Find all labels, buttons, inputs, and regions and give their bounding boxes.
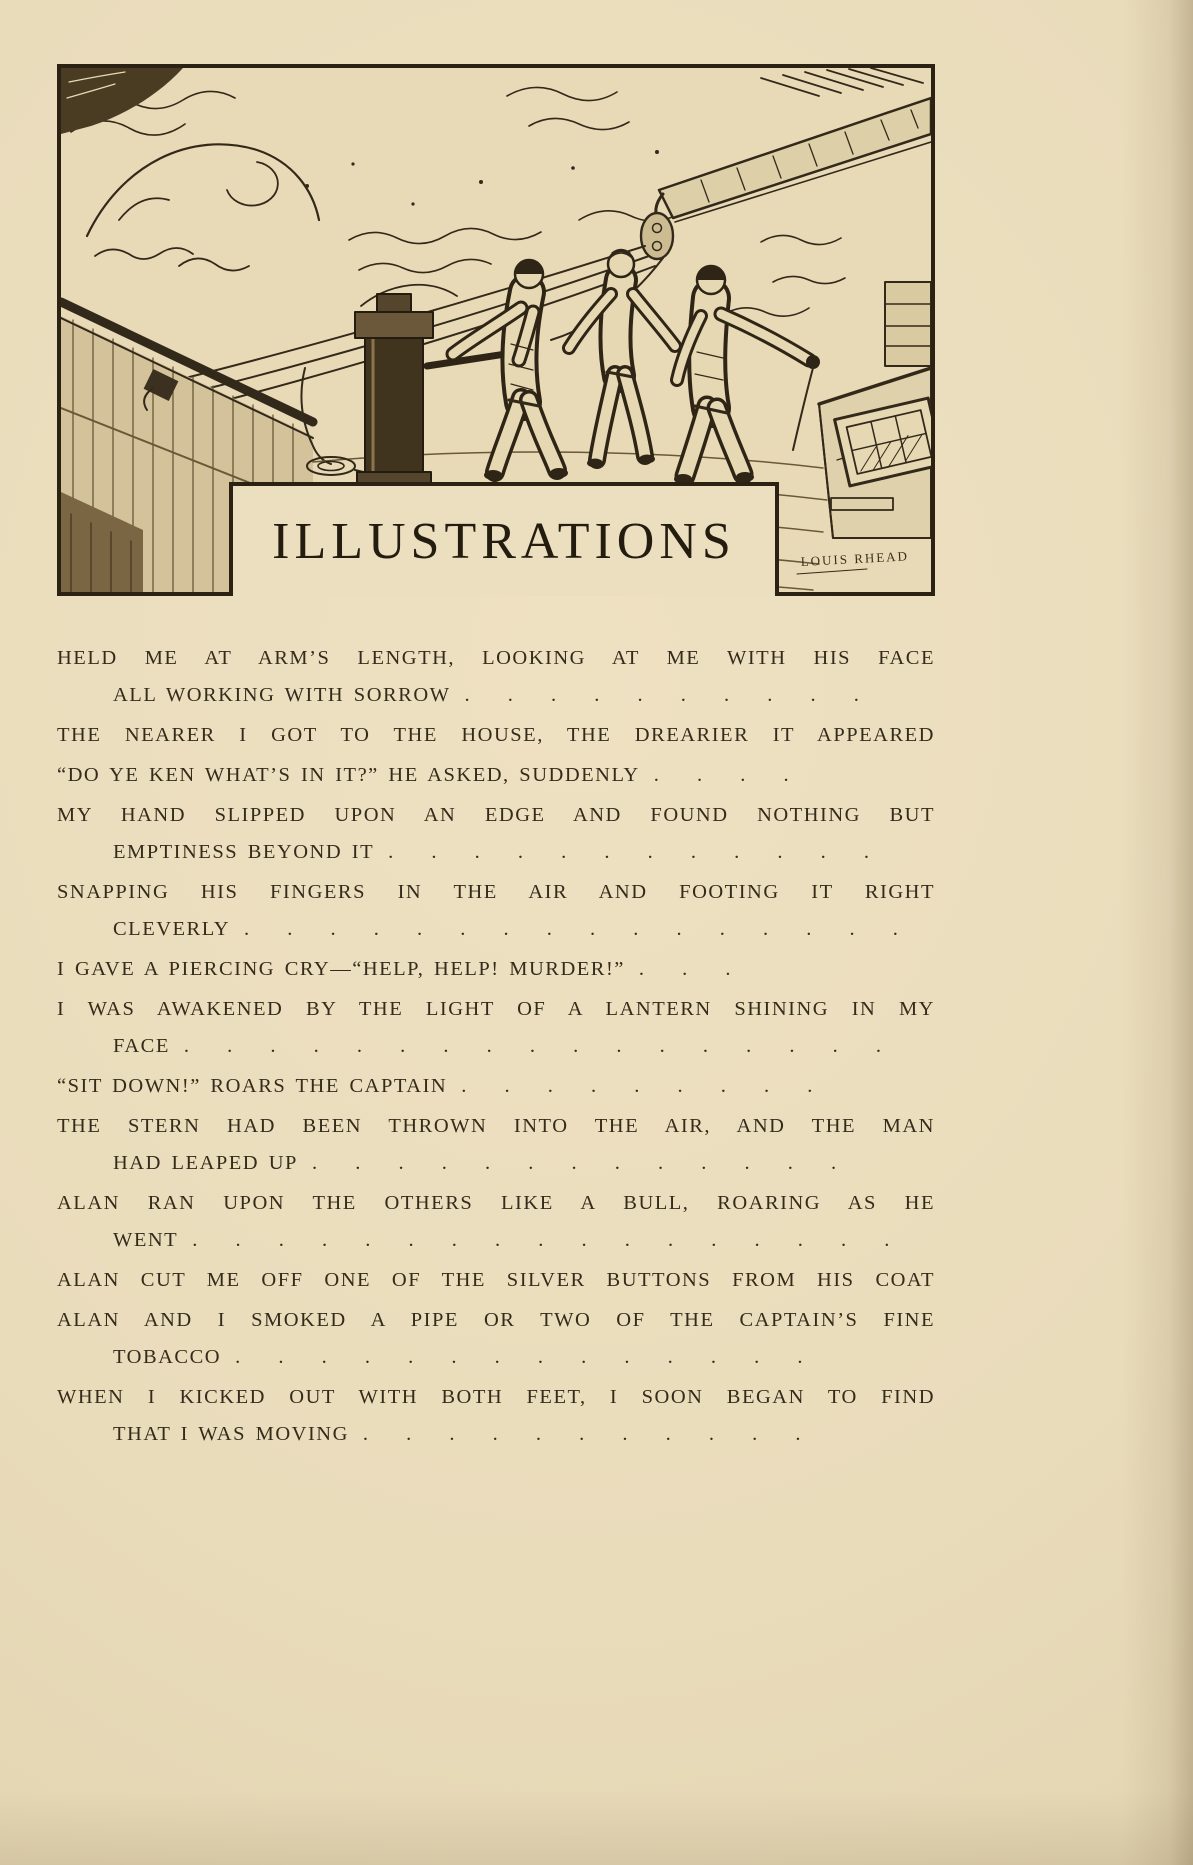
illustration-entry [57,1068,935,1105]
illustration-entry [57,1379,935,1453]
leader-dots: . . . . . . . . . . . . . [311,1152,852,1174]
illustration-entry [57,1262,935,1299]
illustration-entry [57,640,935,714]
caption-line [57,1108,935,1145]
illustration-entry [57,1108,935,1182]
leader-dots: . . . . . . . . . . . [362,1423,816,1445]
caption-line [57,677,935,714]
caption-line [57,1416,935,1453]
page-content [57,0,935,1456]
caption-line [57,1028,935,1065]
caption-text: MY HAND SLIPPED UPON AN EDGE AND FOUND NOTHING BUT [57,804,935,826]
leader-dots: . . . . . . . . . [461,1075,828,1097]
caption-text: “DO YE KEN WHAT’S IN IT?” HE ASKED, SUDDENLY [57,764,640,786]
leader-dots: . . . [638,958,746,980]
caption-text: TOBACCO [113,1346,222,1368]
caption-text: ALAN AND I SMOKED A PIPE OR TWO OF THE CAPTAIN’S FINE [57,1309,935,1331]
illustration-entry [57,717,935,754]
leader-dots: . . . . . . . . . . . . . . . . . [192,1229,905,1251]
caption-text: EMPTINESS BEYOND IT [113,841,375,863]
caption-text: HELD ME AT ARM’S LENGTH, LOOKING AT ME WITH HIS FACE [57,647,935,669]
leader-dots: . . . . . . . . . . . . . . [235,1346,818,1368]
caption-text: THE NEARER I GOT TO THE HOUSE, THE DREARIER IT APPEARED [57,724,935,746]
caption-text: FACE [113,1035,170,1057]
artist-signature: LOUIS RHEAD [800,548,910,569]
caption-text: ALAN RAN UPON THE OTHERS LIKE A BULL, ROARING AS HE [57,1192,935,1214]
caption-text: I WAS AWAKENED BY THE LIGHT OF A LANTERN SHINING IN MY [57,998,935,1020]
caption-line [57,797,935,834]
leader-dots: . . . . . . . . . . . . . . . . . [183,1035,897,1057]
caption-text: THAT I WAS MOVING [113,1423,349,1445]
caption-line [57,874,935,911]
leader-dots: . . . . . . . . . . [464,684,874,706]
caption-line [57,1068,935,1105]
illustration-entry [57,991,935,1065]
caption-text: WENT [113,1229,179,1251]
caption-line [57,640,935,677]
caption-line [57,1222,935,1259]
caption-text: HAD LEAPED UP [113,1152,298,1174]
caption-text: “SIT DOWN!” ROARS THE CAPTAIN [57,1075,448,1097]
illustration-plate [57,64,935,596]
leader-dots: . . . . [653,764,804,786]
caption-text: ALAN CUT ME OFF ONE OF THE SILVER BUTTONS FROM HIS COAT [57,1269,935,1291]
caption-line [57,1262,935,1299]
leader-dots: . . . . . . . . . . . . . . . . [244,918,913,940]
caption-text: I GAVE A PIERCING CRY—“HELP, HELP! MURDER!” [57,958,625,980]
page-title: ILLUSTRATIONS [272,512,736,570]
caption-line [57,834,935,871]
caption-line [57,951,935,988]
caption-text: SNAPPING HIS FINGERS IN THE AIR AND FOOTING IT RIGHT [57,881,935,903]
leader-dots: . . . . . . . . . . . . [388,841,885,863]
illustration-list [57,640,935,1453]
caption-line [57,1339,935,1376]
caption-line [57,1379,935,1416]
caption-text: WHEN I KICKED OUT WITH BOTH FEET, I SOON BEGAN TO FIND [57,1386,935,1408]
illustration-entry [57,797,935,871]
caption-line [57,1145,935,1182]
caption-line [57,1185,935,1222]
title-notch [229,482,779,596]
caption-line [57,717,935,754]
illustration-entry [57,1185,935,1259]
caption-text: CLEVERLY [113,918,230,940]
caption-text: THE STERN HAD BEEN THROWN INTO THE AIR, AND THE MAN [57,1115,935,1137]
illustration-entry [57,757,935,794]
illustration-entry [57,951,935,988]
caption-line [57,991,935,1028]
caption-line [57,757,935,794]
caption-line [57,911,935,948]
illustration-entry [57,874,935,948]
caption-text: ALL WORKING WITH SORROW [113,684,451,706]
illustration-entry [57,1302,935,1376]
caption-line [57,1302,935,1339]
